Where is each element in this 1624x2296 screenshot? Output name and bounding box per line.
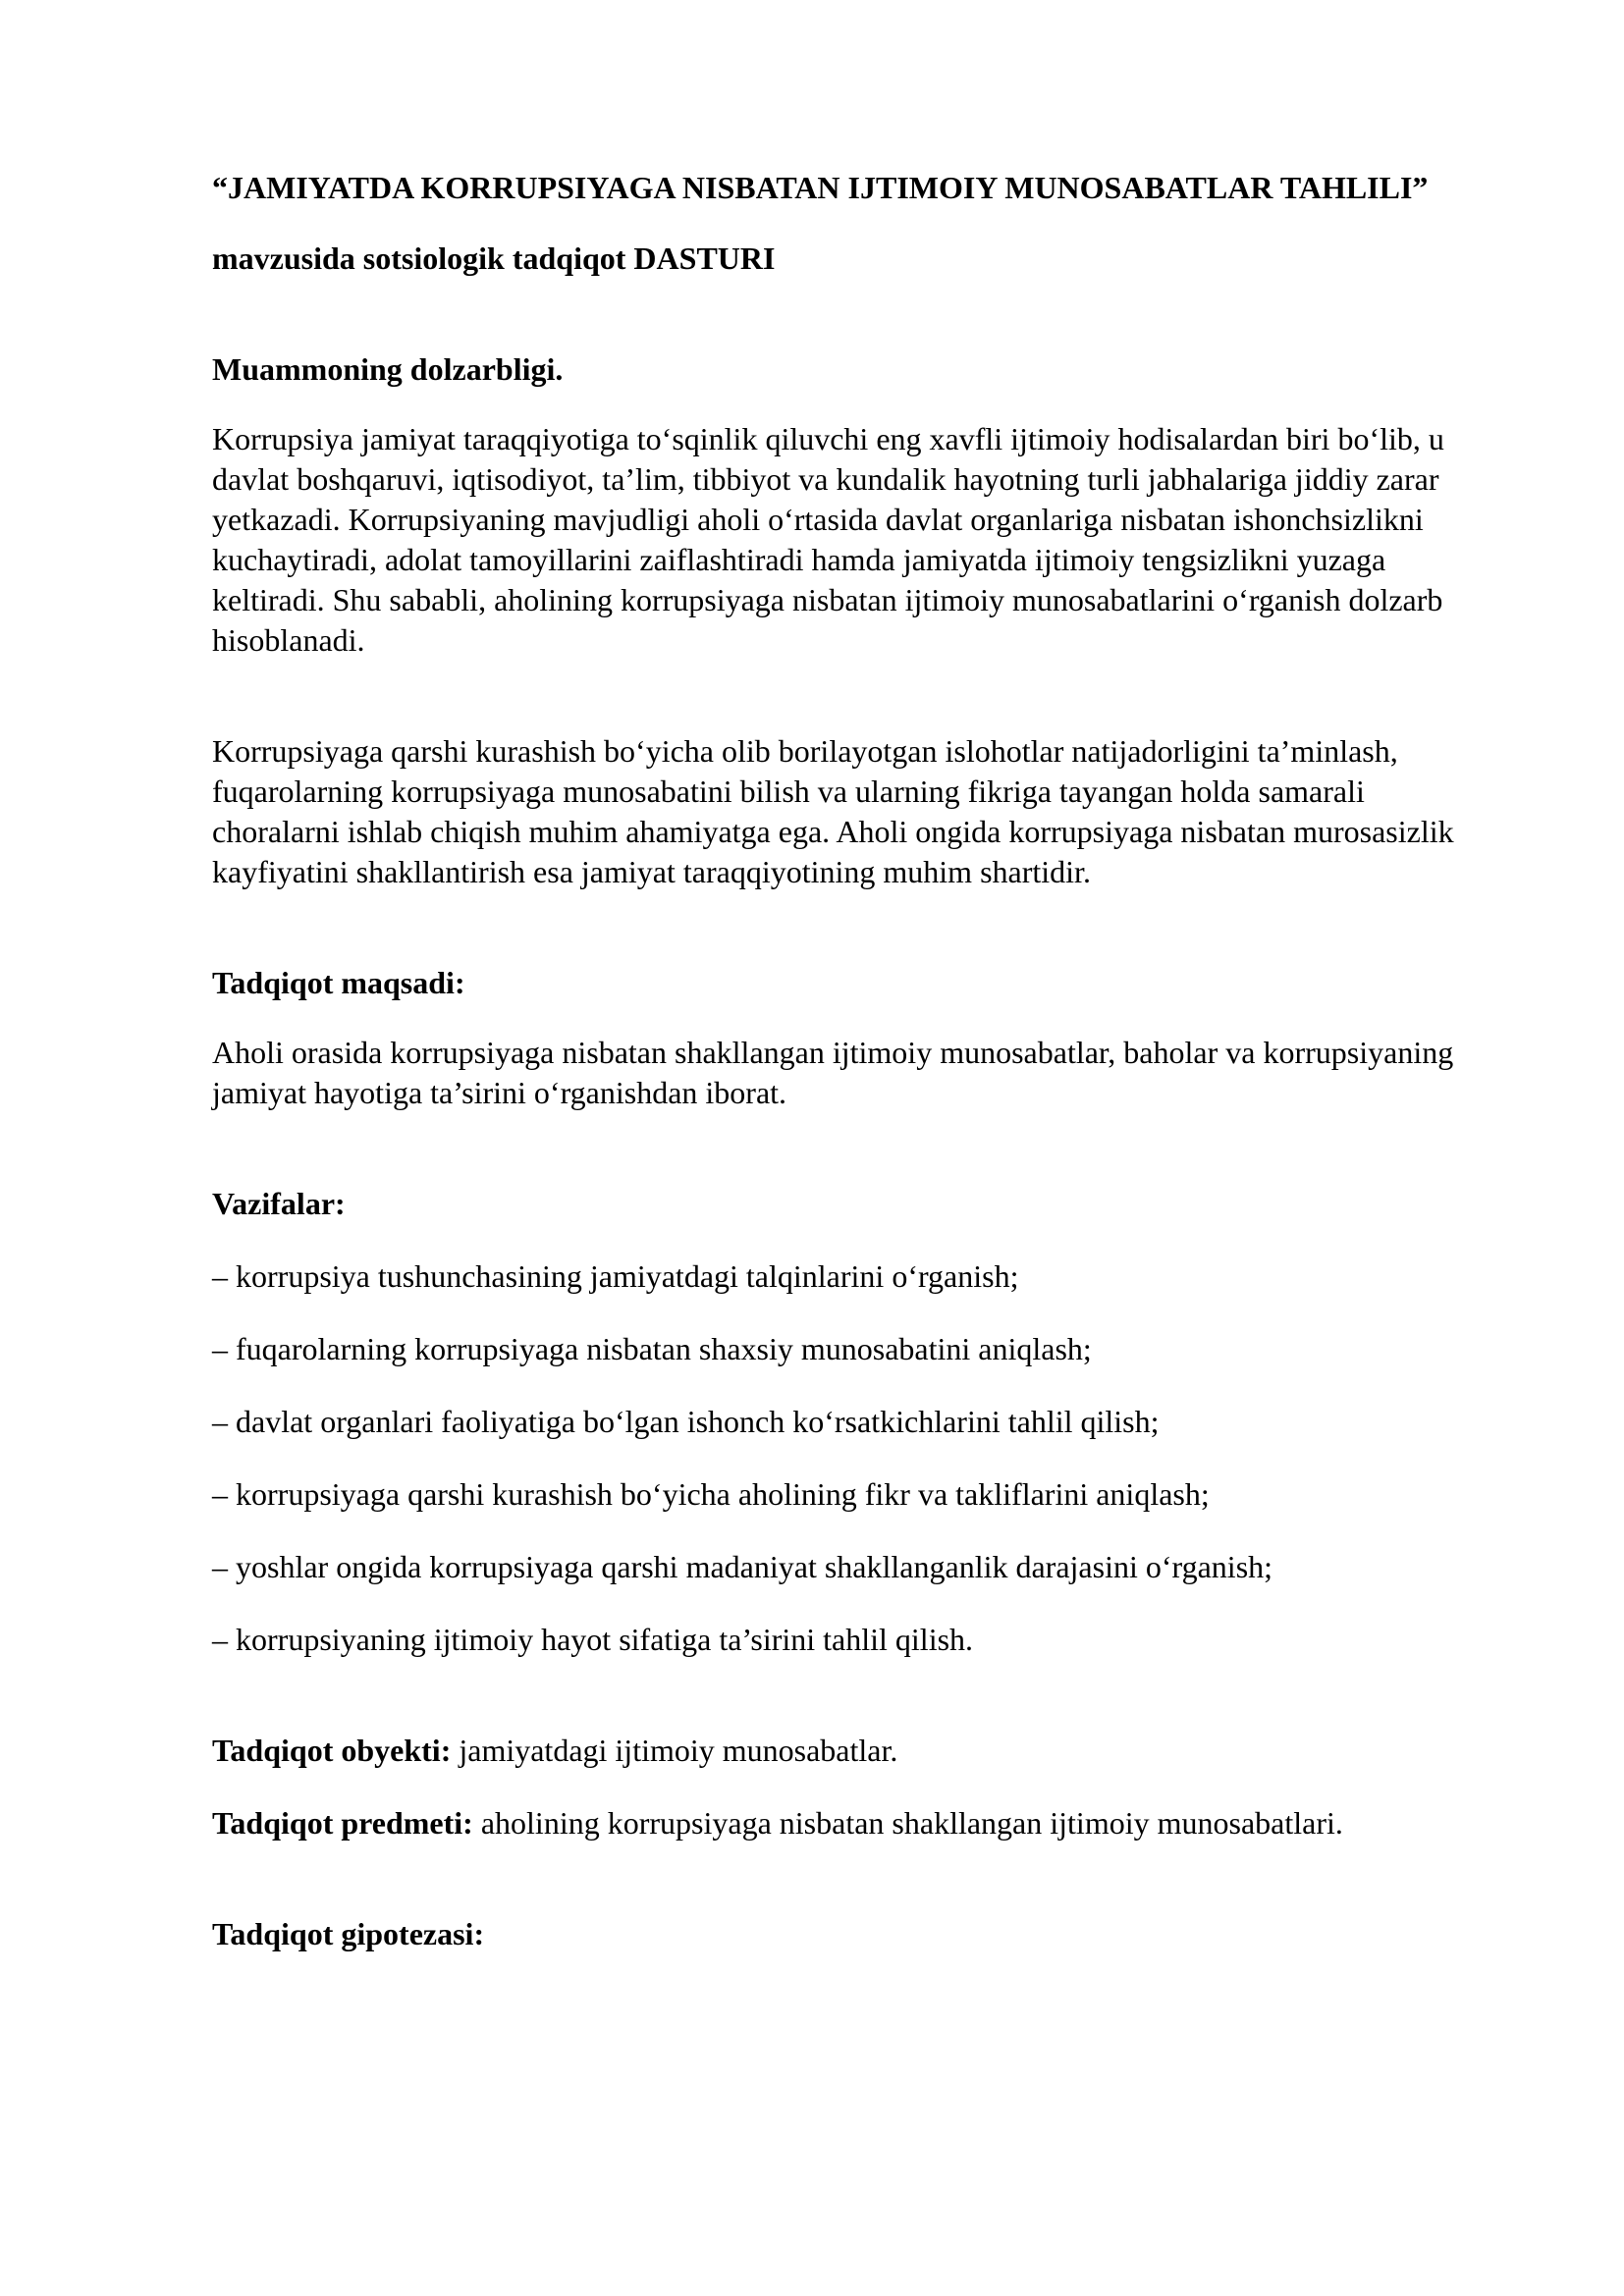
research-subject-label: Tadqiqot predmeti: xyxy=(212,1805,473,1841)
relevance-paragraph-1: Korrupsiya jamiyat taraqqiyotiga to‘sqinlik qiluvchi eng xavfli ijtimoiy hodisalardan biri bo‘lib, u davlat boshqaruvi, iqtisodiyot, ta’lim, tibbiyot va kundalik hayotning turli jabhalariga jiddiy zarar yetkazadi. Korrupsiyaning mavjudligi aholi o‘rtasida davlat organlariga nisbatan ishonchsizlikni kuchaytiradi, adolat tamoyillarini zaiflashtiradi hamda jamiyatda ijtimoiy tengsizlikni yuzaga keltiradi. Shu sababli, aholining korrupsiyaga nisbatan ijtimoiy munosabatlarini o‘rganish dolzarb hisoblanadi. xyxy=(212,421,1444,658)
research-subject-text: aholining korrupsiyaga nisbatan shakllangan ijtimoiy munosabatlari. xyxy=(472,1805,1343,1841)
hypothesis-heading: Tadqiqot gipotezasi: xyxy=(212,1916,485,1951)
document-body xyxy=(212,167,1469,1954)
task-item: – korrupsiyaga qarshi kurashish bo‘yicha aholining fikr va takliflarini aniqlash; xyxy=(212,1476,1210,1512)
task-item: – fuqarolarning korrupsiyaga nisbatan shaxsiy munosabatini aniqlash; xyxy=(212,1331,1092,1366)
task-item: – yoshlar ongida korrupsiyaga qarshi madaniyat shakllanganlik darajasini o‘rganish; xyxy=(212,1549,1273,1584)
document-subtitle: mavzusida sotsiologik tadqiqot DASTURI xyxy=(212,240,776,276)
research-object xyxy=(212,1731,1469,1771)
document-title: “JAMIYATDA KORRUPSIYAGA NISBATAN IJTIMOIY MUNOSABATLAR TAHLILI” xyxy=(212,170,1429,205)
task-item: – davlat organlari faoliyatiga bo‘lgan ishonch ko‘rsatkichlarini tahlil qilish; xyxy=(212,1404,1160,1439)
goal-text: Aholi orasida korrupsiyaga nisbatan shakllangan ijtimoiy munosabatlar, baholar va korrupsiyaning jamiyat hayotiga ta’sirini o‘rganishdan iborat. xyxy=(212,1035,1454,1110)
task-item: – korrupsiyaning ijtimoiy hayot sifatiga ta’sirini tahlil qilish. xyxy=(212,1622,974,1657)
relevance-paragraph-2: Korrupsiyaga qarshi kurashish bo‘yicha olib borilayotgan islohotlar natijadorligini ta’minlash, fuqarolarning korrupsiyaga munosabatini bilish va ularning fikriga tayangan holda samarali choralarni ishlab chiqish muhim ahamiyatga ega. Aholi ongida korrupsiyaga nisbatan murosasizlik kayfiyatini shakllantirish esa jamiyat taraqqiyotining muhim shartidir. xyxy=(212,733,1454,889)
research-object-text: jamiyatdagi ijtimoiy munosabatlar. xyxy=(451,1733,898,1768)
research-object-label: Tadqiqot obyekti: xyxy=(212,1733,452,1768)
tasks-heading: Vazifalar: xyxy=(212,1186,346,1221)
task-item: – korrupsiya tushunchasining jamiyatdagi talqinlarini o‘rganish; xyxy=(212,1258,1019,1294)
goal-heading: Tadqiqot maqsadi: xyxy=(212,965,465,1000)
tasks-list xyxy=(212,1256,1469,1660)
relevance-heading: Muammoning dolzarbligi. xyxy=(212,351,564,387)
research-subject xyxy=(212,1803,1469,1843)
